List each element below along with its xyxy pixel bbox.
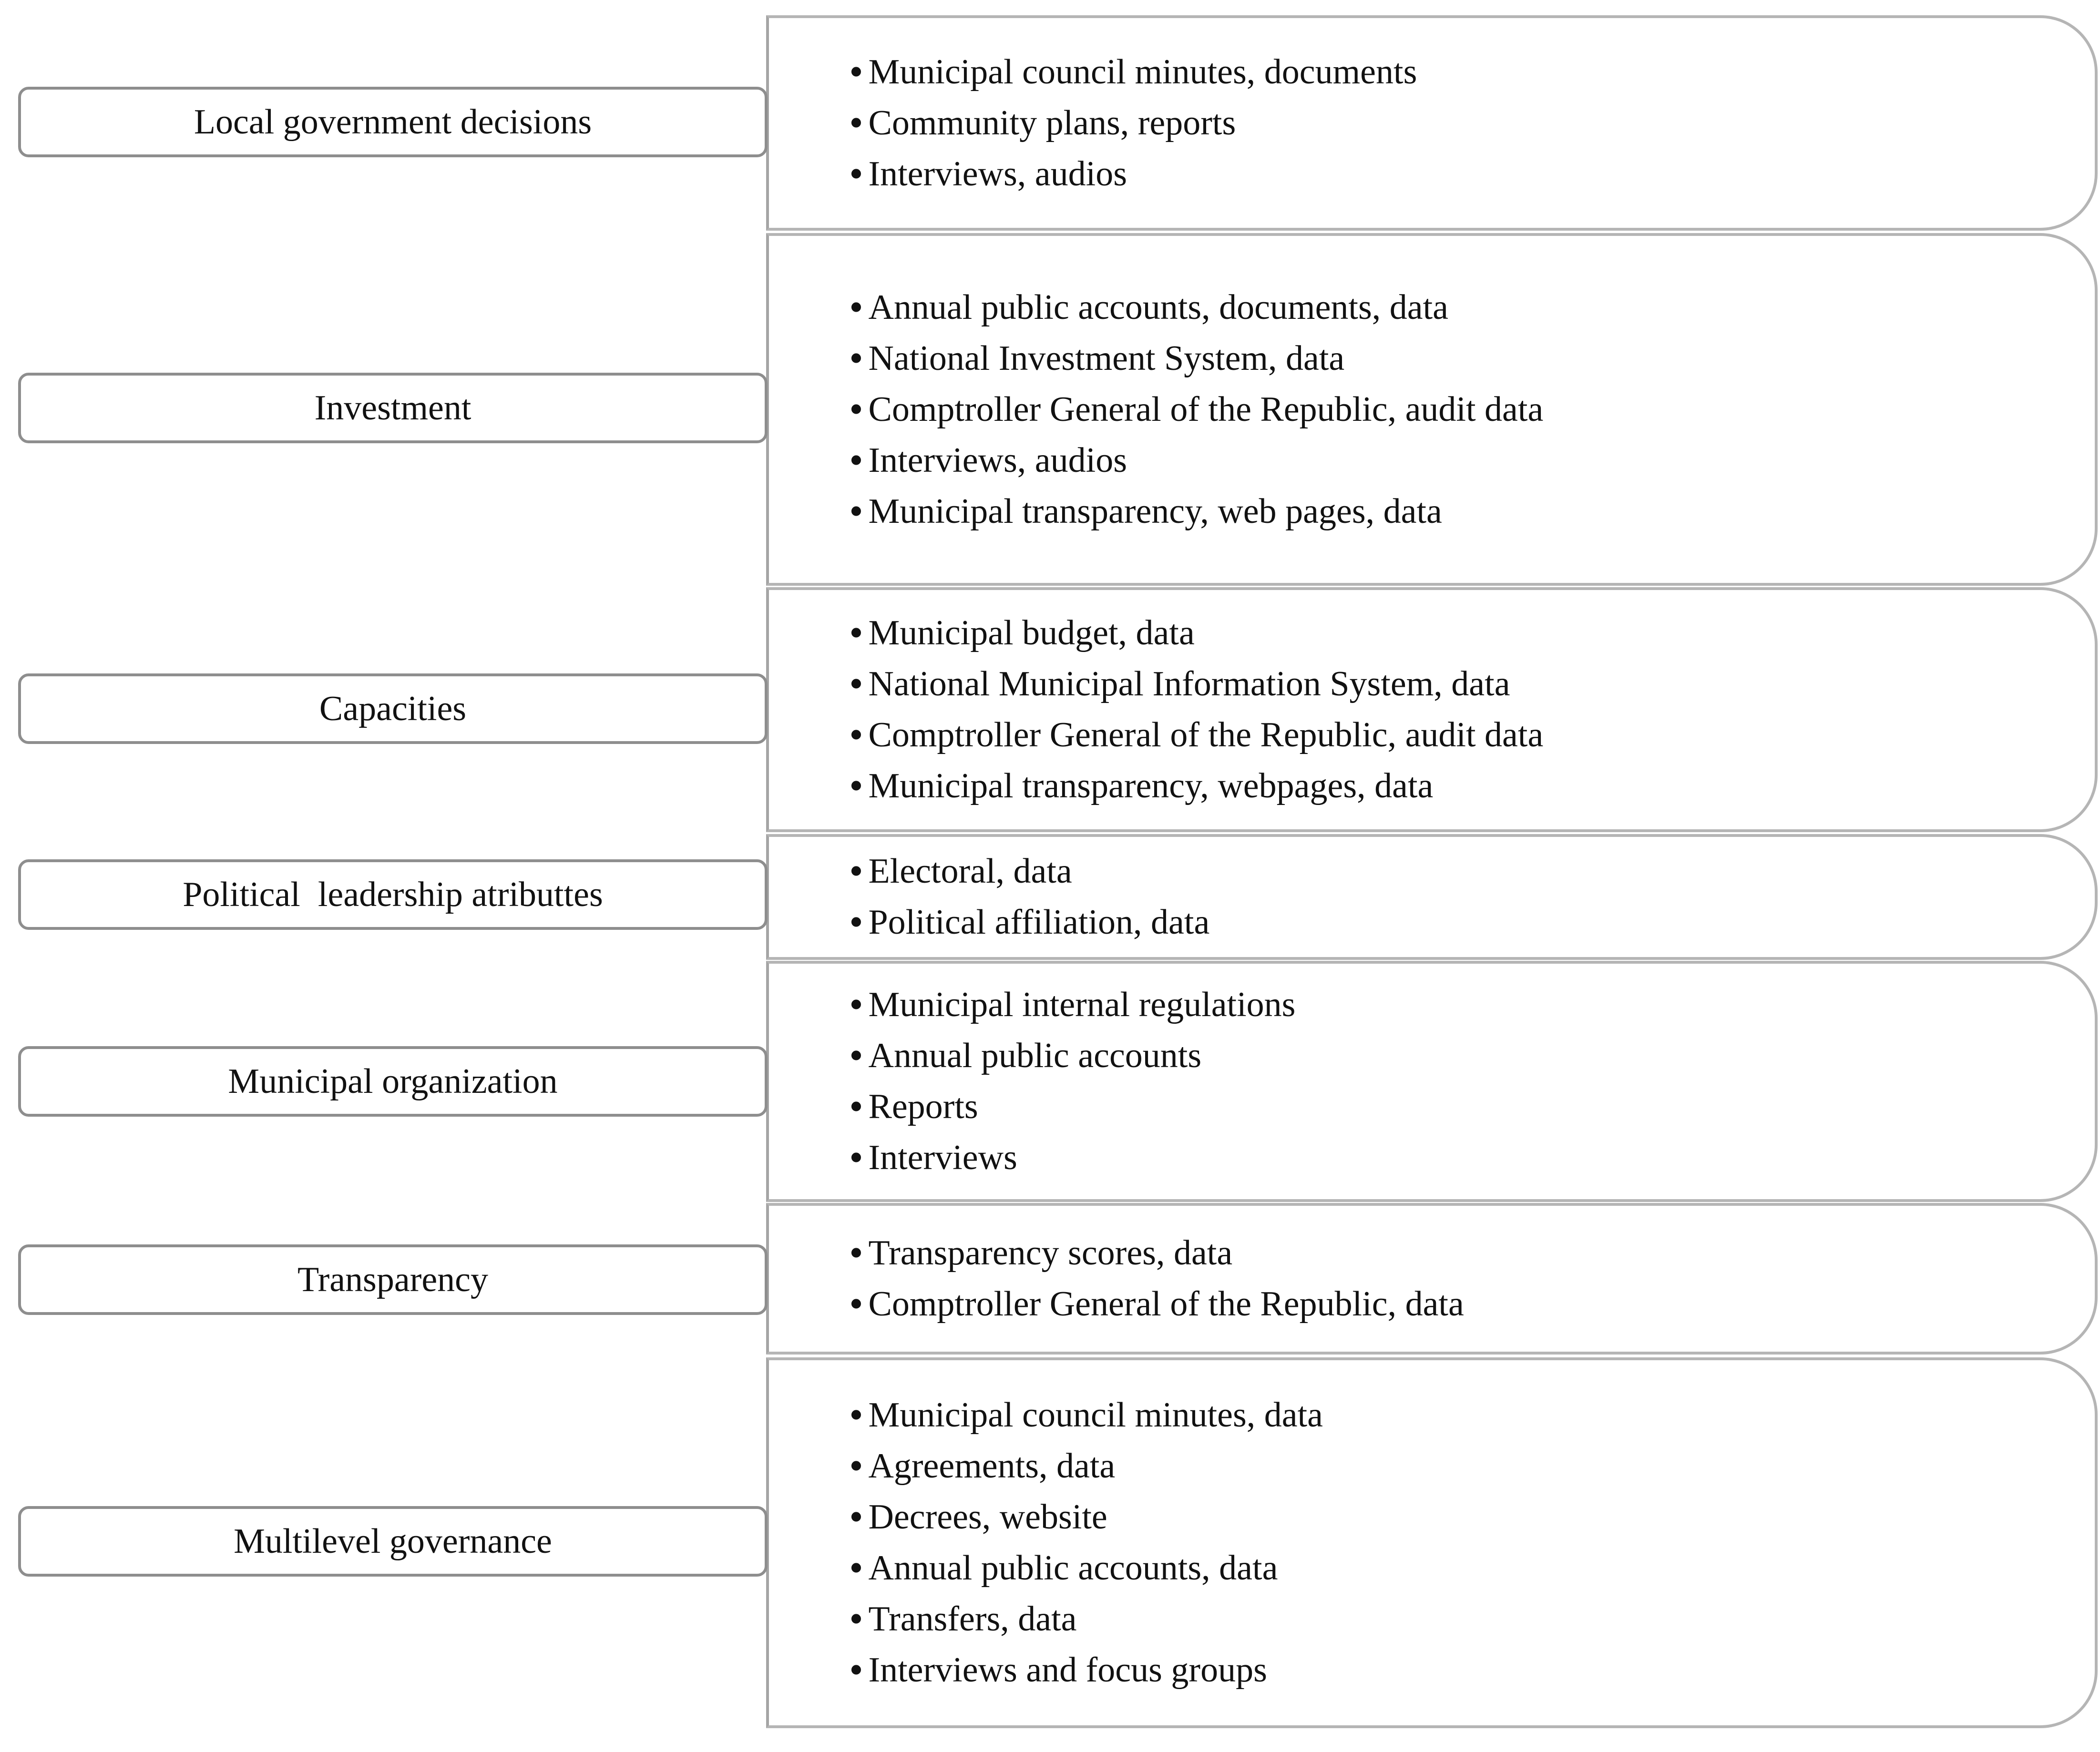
source-item xyxy=(850,846,2095,897)
bullet-icon: • xyxy=(850,103,862,143)
source-text: Transparency scores, data xyxy=(868,1233,1233,1273)
source-item xyxy=(850,282,2095,333)
label-text: Capacities xyxy=(319,689,467,728)
source-text: Municipal transparency, webpages, data xyxy=(868,766,1434,805)
sources-box-local-government-decisions xyxy=(766,15,2098,231)
bullet-icon: • xyxy=(850,766,862,805)
bullet-icon: • xyxy=(850,715,862,754)
source-text: Municipal council minutes, documents xyxy=(868,52,1417,92)
source-item xyxy=(850,1441,2095,1492)
sources-box-multilevel-governance xyxy=(766,1357,2098,1728)
source-text: Comptroller General of the Republic, data xyxy=(868,1284,1464,1324)
bullet-icon: • xyxy=(850,613,862,652)
source-item xyxy=(850,1543,2095,1594)
bullet-icon: • xyxy=(850,1138,862,1177)
bullet-icon: • xyxy=(850,1446,862,1486)
label-capacities xyxy=(18,673,768,744)
source-text: Community plans, reports xyxy=(868,103,1236,143)
bullet-icon: • xyxy=(850,1395,862,1435)
bullet-icon: • xyxy=(850,1599,862,1639)
bullet-icon: • xyxy=(850,1036,862,1075)
source-text: Interviews, audios xyxy=(868,154,1127,194)
sources-box-transparency xyxy=(766,1203,2098,1355)
bullet-icon: • xyxy=(850,985,862,1024)
source-text: Agreements, data xyxy=(868,1446,1116,1486)
source-item xyxy=(850,98,2095,149)
source-text: Municipal council minutes, data xyxy=(868,1395,1323,1435)
sources-box-political-leadership xyxy=(766,834,2098,960)
label-text: Transparency xyxy=(297,1260,489,1299)
bullet-icon: • xyxy=(850,338,862,378)
bullet-icon: • xyxy=(850,852,862,891)
source-item xyxy=(850,1132,2095,1183)
source-text: Reports xyxy=(868,1087,978,1126)
source-text: National Investment System, data xyxy=(868,338,1345,378)
source-item xyxy=(850,435,2095,486)
source-item xyxy=(850,710,2095,761)
source-item xyxy=(850,1645,2095,1696)
label-text: Local government decisions xyxy=(194,102,592,142)
source-text: Annual public accounts, documents, data xyxy=(868,287,1449,327)
source-item xyxy=(850,149,2095,200)
source-item xyxy=(850,659,2095,710)
source-item xyxy=(850,1390,2095,1441)
source-text: Comptroller General of the Republic, audit data xyxy=(868,389,1544,429)
bullet-icon: • xyxy=(850,154,862,194)
label-political-leadership xyxy=(18,859,768,930)
source-item xyxy=(850,1030,2095,1081)
label-local-government-decisions xyxy=(18,87,768,157)
source-item xyxy=(850,897,2095,948)
source-item xyxy=(850,1594,2095,1645)
source-text: Interviews and focus groups xyxy=(868,1650,1267,1690)
source-item xyxy=(850,761,2095,812)
source-text: Annual public accounts, data xyxy=(868,1548,1278,1588)
bullet-icon: • xyxy=(850,1650,862,1690)
bullet-icon: • xyxy=(850,1497,862,1537)
label-municipal-organization xyxy=(18,1046,768,1117)
source-item xyxy=(850,47,2095,98)
source-item xyxy=(850,979,2095,1030)
label-transparency xyxy=(18,1244,768,1315)
source-text: Decrees, website xyxy=(868,1497,1107,1537)
label-multilevel-governance xyxy=(18,1506,768,1577)
source-text: Annual public accounts xyxy=(868,1036,1202,1075)
bullet-icon: • xyxy=(850,664,862,703)
label-investment xyxy=(18,373,768,443)
sources-box-municipal-organization xyxy=(766,961,2098,1202)
sources-box-capacities xyxy=(766,587,2098,832)
bullet-icon: • xyxy=(850,903,862,942)
bullet-icon: • xyxy=(850,491,862,531)
bullet-icon: • xyxy=(850,1284,862,1324)
source-item xyxy=(850,1228,2095,1279)
bullet-icon: • xyxy=(850,389,862,429)
source-text: Comptroller General of the Republic, audit data xyxy=(868,715,1544,754)
bullet-icon: • xyxy=(850,1548,862,1588)
source-text: Interviews, audios xyxy=(868,440,1127,480)
source-item xyxy=(850,1081,2095,1132)
source-item xyxy=(850,333,2095,384)
label-text: Municipal organization xyxy=(228,1061,558,1101)
source-item xyxy=(850,1492,2095,1543)
source-text: Municipal budget, data xyxy=(868,613,1195,652)
bullet-icon: • xyxy=(850,287,862,327)
source-item xyxy=(850,608,2095,659)
bullet-icon: • xyxy=(850,52,862,92)
bullet-icon: • xyxy=(850,440,862,480)
label-text: Investment xyxy=(314,388,471,428)
source-item xyxy=(850,486,2095,537)
source-text: Interviews xyxy=(868,1138,1017,1177)
source-item xyxy=(850,1279,2095,1330)
label-text: Political leadership atributtes xyxy=(183,875,603,914)
source-item xyxy=(850,384,2095,435)
sources-box-investment xyxy=(766,233,2098,586)
bullet-icon: • xyxy=(850,1233,862,1273)
source-text: Transfers, data xyxy=(868,1599,1077,1639)
label-text: Multilevel governance xyxy=(234,1521,552,1561)
source-text: Electoral, data xyxy=(868,852,1072,891)
source-text: National Municipal Information System, data xyxy=(868,664,1510,703)
bullet-icon: • xyxy=(850,1087,862,1126)
source-text: Municipal internal regulations xyxy=(868,985,1296,1024)
source-text: Political affiliation, data xyxy=(868,903,1210,942)
source-text: Municipal transparency, web pages, data xyxy=(868,491,1442,531)
